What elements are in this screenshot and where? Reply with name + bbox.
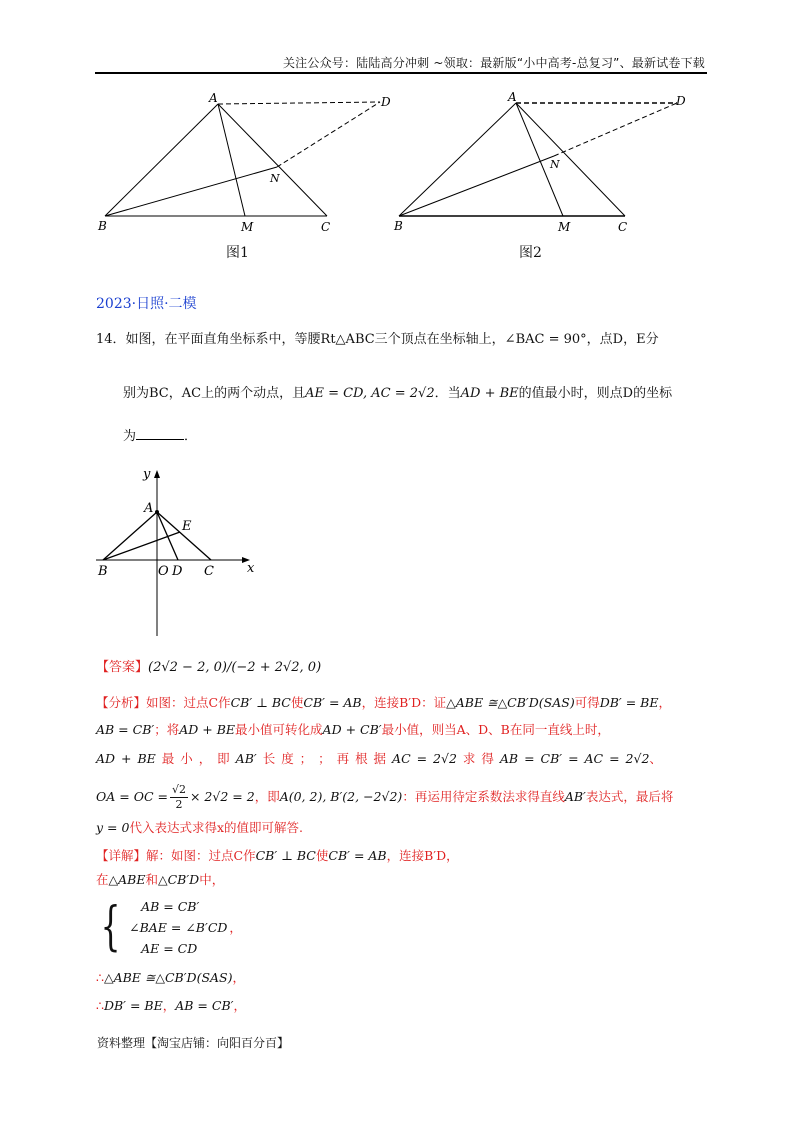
detail-system (94, 894, 242, 960)
point-A (155, 510, 159, 514)
graph-line-BE (103, 532, 180, 560)
analysis-l5-m1: y = 0 (96, 820, 130, 835)
fig1-label-M: M (241, 220, 254, 234)
analysis-l3-m1: AD + BE (96, 751, 156, 766)
analysis-line-5 (96, 818, 303, 838)
analysis-l4-m2: × 2√2 = 2 (189, 789, 255, 804)
detail-l4-a: ∴ (96, 998, 104, 1013)
fig2-label-A: A (508, 90, 517, 104)
fig1-label-A: A (209, 91, 218, 105)
section-title: 2023·日照·二模 (96, 296, 197, 312)
analysis-l4-a: ，即 (254, 789, 280, 804)
analysis-l2-b: 最小值可转化成 (235, 722, 323, 737)
fig1-label-N: N (270, 172, 280, 185)
analysis-l4-m1: OA = OC = (96, 789, 168, 804)
analysis-line-2 (96, 720, 610, 740)
analysis-l2-m1: AB = CB′ (96, 722, 155, 737)
detail-l4-m1: DB′ = BE (103, 998, 163, 1013)
answer-line (96, 658, 321, 678)
detail-l3-b: ， (232, 970, 245, 985)
graph-label-A: A (144, 501, 154, 516)
detail-l2-a: 在 (96, 872, 109, 887)
analysis-l4-c: 表达式，最后将 (585, 789, 674, 804)
graph-label-O: O (158, 564, 169, 579)
detail-tag: 【详解】 (96, 848, 147, 863)
analysis-l3-c: 求 得 (462, 751, 494, 766)
detail-l4-m2: AB = CB′ (175, 998, 234, 1013)
question-line-3 (123, 426, 197, 448)
analysis-l2-m2: AD + BE (179, 722, 236, 737)
analysis-l2-m3: AD + CB′ (322, 722, 382, 737)
analysis-l3-m2: AB′ (235, 751, 257, 766)
detail-l1-c: ，连接B′D， (386, 848, 459, 863)
detail-line-4 (96, 996, 246, 1016)
graph-line-AB (103, 512, 157, 560)
analysis-l5-a: 代入表达式求得x的值即可解答. (129, 820, 303, 835)
fig1-caption: 图1 (226, 245, 249, 261)
analysis-l3-a: 最 小 ， 即 (161, 751, 230, 766)
figure-2 (392, 88, 692, 238)
answer-value: (2√2 − 2, 0)/(−2 + 2√2, 0) (148, 660, 322, 675)
analysis-l3-m3: AC = 2√2 (392, 751, 457, 766)
page-header: 关注公众号：陆陆高分冲刺 ~领取：最新版“小中高考-总复习”、最新试卷下载 (282, 56, 705, 70)
detail-l3-a: ∴ (96, 970, 104, 985)
header-rule (95, 72, 707, 74)
analysis-l4-m3: A(0, 2), B′(2, −2√2) (279, 789, 403, 804)
detail-line-1 (96, 846, 459, 866)
fig1-line-AM (218, 104, 245, 216)
detail-l4-c: ， (233, 998, 246, 1013)
detail-l2-m2: △CB′D (157, 872, 200, 887)
graph-label-B: B (98, 564, 108, 579)
fig1-line-ND (277, 102, 380, 167)
fig1-line-AC (218, 104, 327, 216)
detail-l1-m1: CB′ ⊥ BC (255, 848, 316, 863)
system-end: ， (229, 920, 242, 935)
detail-line-2 (96, 870, 224, 890)
analysis-l1-m3: △ABE ≅△CB′D(SAS) (446, 695, 575, 710)
fig2-line-ND (554, 103, 677, 156)
analysis-l3-d: 、 (649, 751, 662, 766)
graph-label-y: y (143, 467, 151, 482)
analysis-l1-e: ， (658, 695, 672, 710)
fig2-label-D: D (676, 94, 686, 108)
analysis-l2-a: ；将 (154, 722, 180, 737)
system-eq-1: AB = CB′ (141, 898, 200, 914)
question-line2-math: AE = CD, AC = 2√2 (305, 386, 435, 401)
analysis-l1-m1: CB′ ⊥ BC (230, 695, 291, 710)
analysis-l3-b: 长 度 ； ； 再 根 据 (262, 751, 387, 766)
answer-tag: 【答案】 (96, 660, 149, 675)
y-axis-arrow (154, 470, 160, 478)
graph-label-x: x (247, 561, 255, 576)
analysis-l4-frac-num: √2 (171, 782, 186, 796)
fig2-line-AC (516, 103, 625, 216)
question-line2-text-b: ．当 (434, 386, 461, 401)
fig2-label-M: M (558, 220, 571, 234)
fig2-label-C: C (618, 220, 628, 234)
analysis-l3-m4: AB = CB′ = AC = 2√2 (499, 751, 650, 766)
analysis-l1-m2: CB′ = AB (303, 695, 362, 710)
analysis-l1-c: ，连接B′D：证 (361, 695, 447, 710)
detail-line-3 (96, 968, 245, 988)
fig2-label-B: B (394, 219, 403, 233)
fig1-label-C: C (321, 220, 331, 234)
system-eq-3: AE = CD (141, 940, 198, 956)
fig1-label-B: B (98, 219, 107, 233)
fig1-line-BN (105, 167, 277, 216)
analysis-l4-m4: AB′ (564, 789, 586, 804)
analysis-l4-b: ：再运用待定系数法求得直线 (402, 789, 565, 804)
page-footer: 资料整理【淘宝店铺：向阳百分百】 (97, 1036, 290, 1050)
graph-label-E: E (182, 519, 192, 534)
analysis-l1-a: 如图：过点C作 (146, 695, 231, 710)
fig2-line-BN (399, 156, 554, 216)
analysis-l1-m4: DB′ = BE (599, 695, 659, 710)
system-eq-2: ∠BAE = ∠B′CD (129, 919, 228, 935)
detail-l2-m1: △ABE (108, 872, 146, 887)
detail-l2-b: 和 (145, 872, 158, 887)
fig1-line-AB (105, 104, 218, 216)
question-line3-text-a: 为 (123, 429, 137, 444)
question-line2-text-a: 别为BC，AC上的两个动点，且 (123, 386, 306, 401)
question-line2-text-c: 的值最小时，则点D的坐标 (518, 386, 673, 401)
question-line3-text-b: ． (184, 429, 198, 444)
figure-1 (95, 88, 395, 238)
detail-l3-m: △ABE ≅△CB′D(SAS) (103, 970, 233, 985)
analysis-l1-d: 可得 (574, 695, 600, 710)
fig1-line-AD (218, 102, 380, 104)
graph-label-D: D (172, 564, 183, 579)
analysis-line-3 (96, 749, 662, 769)
fig2-label-N: N (550, 158, 560, 171)
analysis-tag: 【分析】 (96, 695, 147, 710)
detail-l4-b: ， (162, 998, 176, 1013)
system-equations (129, 896, 227, 959)
system-brace: { (100, 897, 121, 957)
detail-l1-b: 使 (315, 848, 329, 863)
analysis-line-1 (96, 693, 671, 713)
fig2-caption: 图2 (519, 245, 542, 261)
analysis-l1-b: 使 (290, 695, 304, 710)
question-line-2 (123, 383, 672, 405)
analysis-l4-frac-den: 2 (175, 797, 183, 811)
analysis-line-4 (96, 779, 673, 815)
answer-blank[interactable] (136, 427, 184, 440)
coordinate-graph (90, 462, 270, 642)
detail-l1-m2: CB′ = AB (328, 848, 387, 863)
analysis-l2-c: 最小值，则当A、D、B在同一直线上时， (381, 722, 610, 737)
analysis-l4-frac (170, 783, 188, 812)
detail-l2-c: 中， (199, 872, 225, 887)
question-line2-math2: AD + BE (460, 386, 519, 401)
fig1-label-D: D (381, 95, 391, 109)
question-line-1: 14．如图，在平面直角坐标系中，等腰Rt△ABC三个顶点在坐标轴上，∠BAC = 90°，点D，E分 (96, 332, 659, 347)
graph-label-C: C (204, 564, 214, 579)
detail-l1-a: 解：如图：过点C作 (146, 848, 256, 863)
fig2-line-AB (399, 103, 516, 216)
